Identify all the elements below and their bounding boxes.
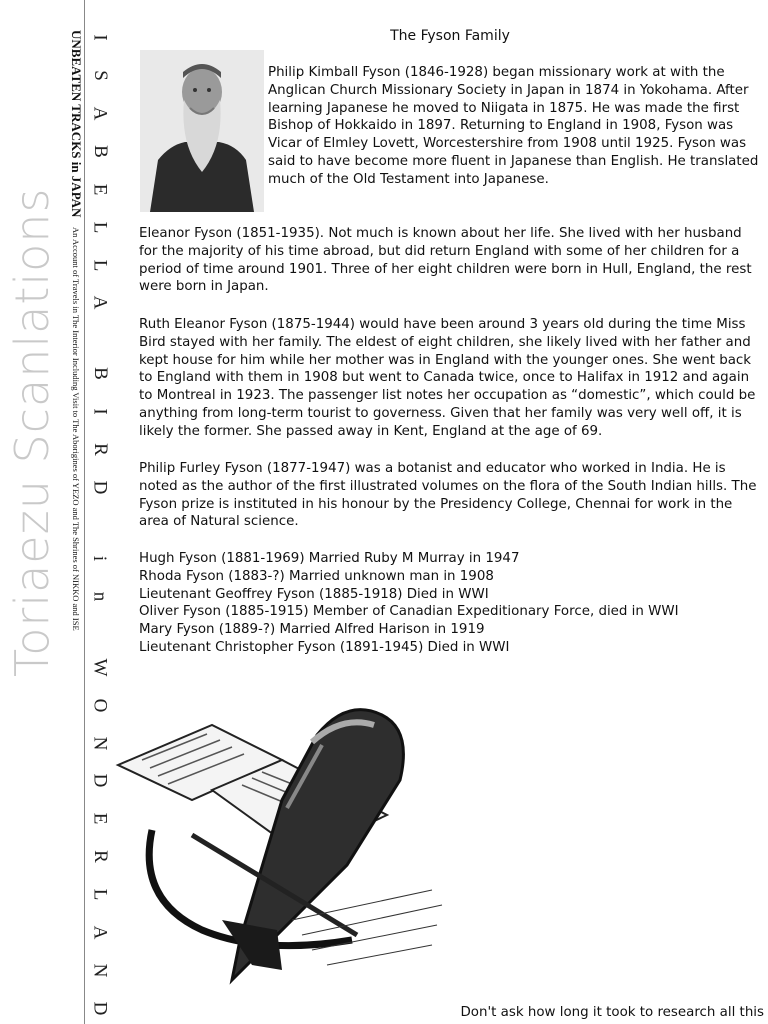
spine-subtitle: An Account of Travels in The Interior Including Visit to The Aborigines of YEZO and The Shrines of NIKKO and ISE: [71, 226, 81, 631]
paragraph-philip-furley: Philip Furley Fyson (1877-1947) was a botanist and educator who worked in India. He is noted as the author of the first illustrated volumes on the flora of the South Indian hills. The Fyson prize is instituted in his honour by the Presidency College, Chennai for work in the area of Natural science.: [139, 461, 757, 530]
spine-letter: A: [89, 296, 111, 310]
list-item: Lieutenant Christopher Fyson (1891-1945) Died in WWI: [139, 639, 510, 655]
spine-letter: D: [89, 480, 111, 495]
paragraph-ruth: Ruth Eleanor Fyson (1875-1944) would have been around 3 years old during the time Miss Bird stayed with her family. The eldest of eight children, she likely lived with her father and kept house for him while her mother was in England with the younger ones. She went back to England with them in 1908 but went to Canada twice, once to Halifax in 1912 and again to Montreal in 1923. The passenger list notes her occupation as “domestic”, which could be anything from long-term tourist to governess. Given that her family was very well off, it is likely the former. She passed away in Kent, England at the age of 69.: [139, 317, 756, 439]
spine-letter: E: [89, 813, 111, 825]
children-list: [139, 550, 761, 657]
list-item: Hugh Fyson (1881-1969) Married Ruby M Murray in 1947: [139, 551, 520, 566]
portrait-photo: [140, 50, 264, 212]
spine-letter: B: [89, 367, 111, 381]
list-item: Mary Fyson (1889-?) Married Alfred Harison in 1919: [139, 622, 485, 638]
spine-letter: I: [89, 34, 111, 41]
spine-letter: B: [89, 144, 111, 158]
book-and-pen-illustration: [112, 690, 452, 990]
spine-letter: R: [89, 850, 111, 864]
spine-letter: W: [89, 658, 111, 677]
spine-letter: L: [89, 259, 111, 271]
spine-title-main: UNBEATEN TRACKS in JAPAN: [69, 30, 84, 218]
spine-letter: A: [89, 925, 111, 940]
list-item: Oliver Fyson (1885-1915) Member of Canadian Expeditionary Force, died in WWI: [139, 604, 679, 620]
spine-letter: D: [89, 1001, 111, 1016]
spine-letter: i: [89, 555, 111, 562]
spine-letter: E: [89, 183, 111, 195]
spine-letter: A: [89, 106, 111, 121]
list-item: Lieutenant Geoffrey Fyson (1885-1918) Died in WWI: [139, 586, 489, 602]
footer-note: Don't ask how long it took to research all this: [460, 1005, 764, 1020]
page-title: The Fyson Family: [390, 28, 510, 44]
spine-letters: [88, 28, 112, 1018]
spine-letter: n: [89, 591, 111, 602]
spine-letter: L: [89, 221, 111, 233]
spine-letter: N: [89, 963, 111, 978]
spine-rule: [84, 0, 85, 1024]
spine-letter: R: [89, 443, 111, 456]
spine-letter: O: [89, 698, 111, 712]
spine-letter: I: [89, 408, 111, 415]
spine-letter: D: [89, 774, 111, 788]
paragraph-philip-kimball: Philip Kimball Fyson (1846-1928) began missionary work at with the Anglican Church Missionary Society in Japan in 1874 in Yokohama. After learning Japanese he moved to Niigata in 1875. He was made the first Bishop of Hokkaido in 1897. Returning to England in 1908, Fyson was Vicar of Elmley Lovett, Worcestershire from 1908 until 1925. Fyson was said to have become more fluent in Japanese than English. He translated much of the Old Testament into Japanese.: [268, 65, 759, 187]
spine-letter: N: [89, 736, 111, 750]
paragraph-eleanor: Eleanor Fyson (1851-1935). Not much is known about her life. She lived with her husband for the majority of his time abroad, but did return England with some of her children for a period of time around 1901. Three of her eight children were born in Hull, England, the rest were born in Japan.: [139, 226, 752, 295]
spine-letter: L: [89, 888, 111, 901]
list-item: Rhoda Fyson (1883-?) Married unknown man in 1908: [139, 568, 494, 584]
spine-title: [64, 30, 84, 800]
spine-letter: S: [89, 70, 111, 81]
watermark-text: Toriaezu Scanlations: [5, 187, 59, 677]
